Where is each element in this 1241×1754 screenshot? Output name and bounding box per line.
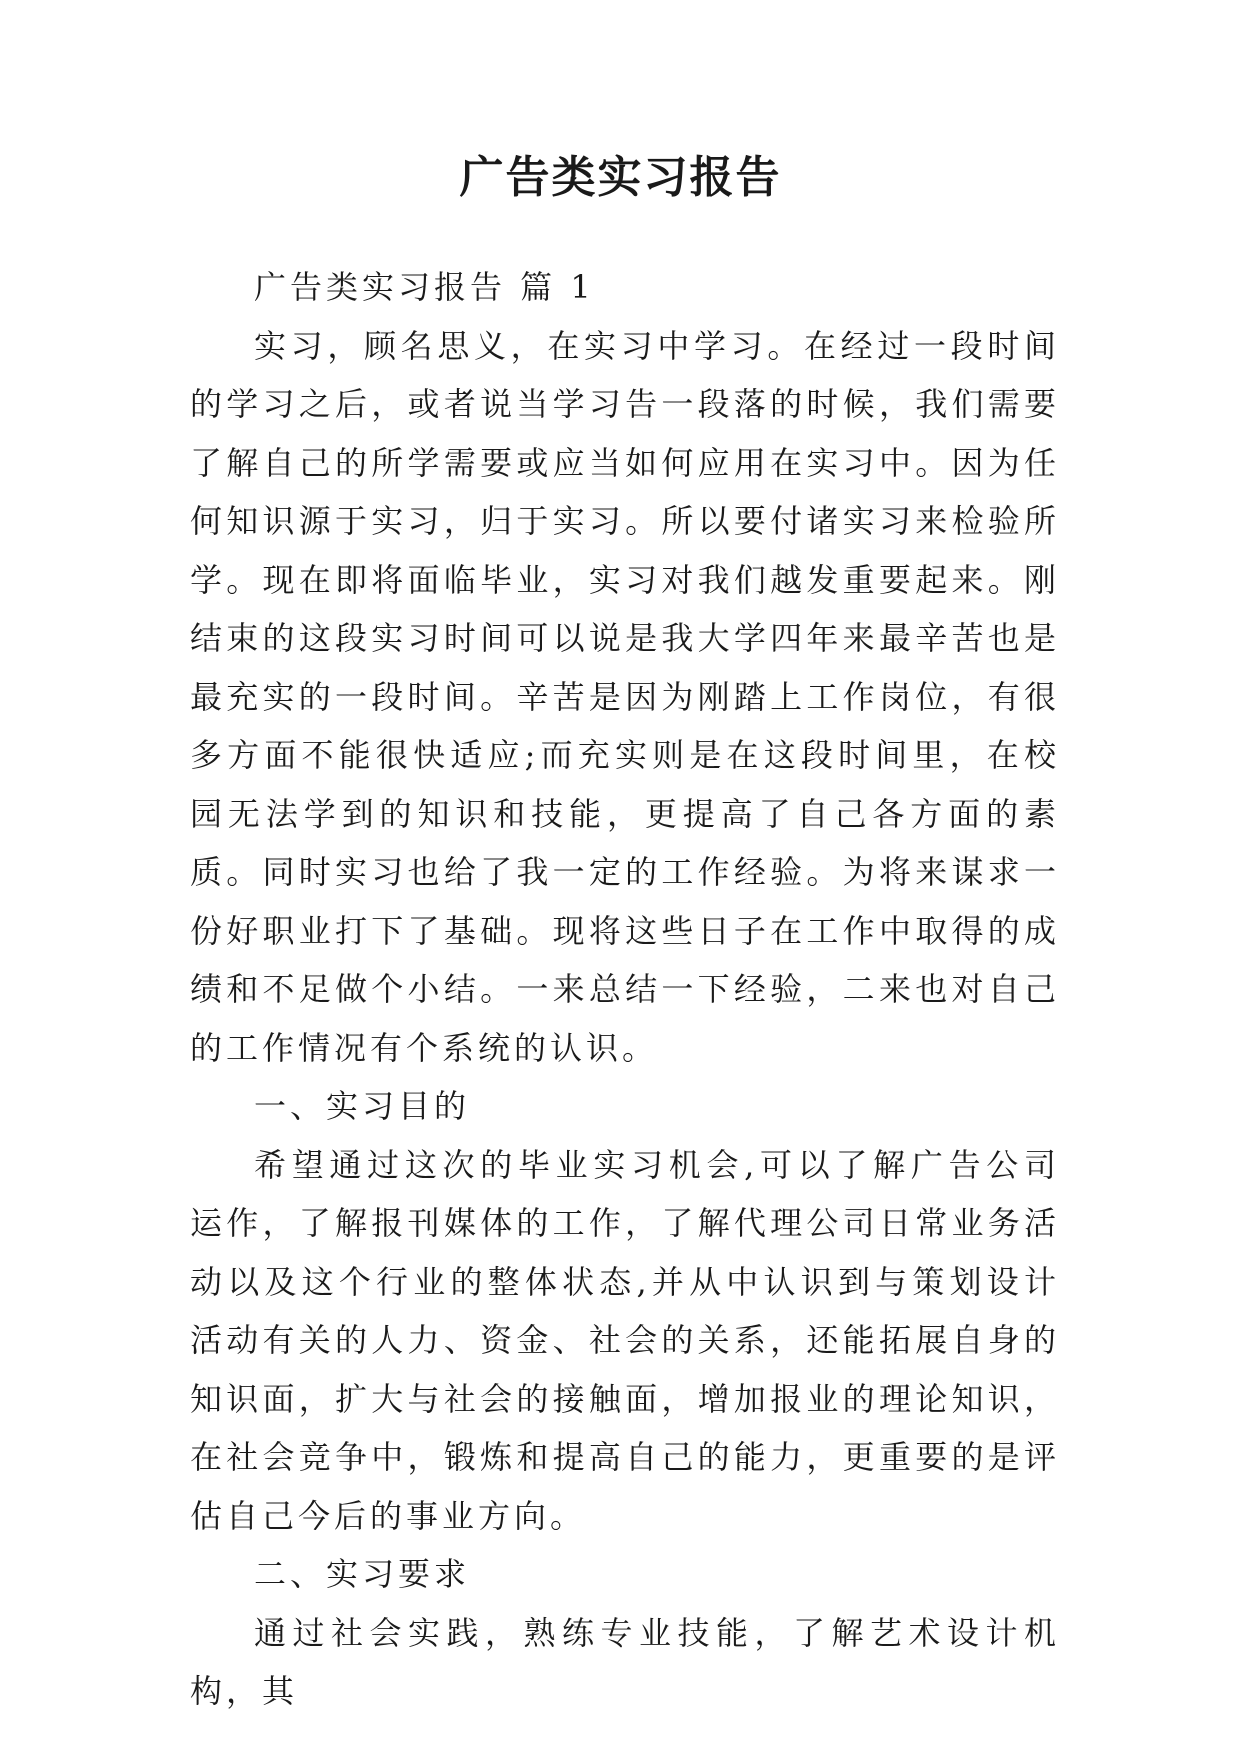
document-title: 广告类实习报告 (459, 152, 782, 203)
heading-internship-requirements: 二、实习要求 (254, 1555, 471, 1593)
paragraph-purpose: 希望通过这次的毕业实习机会,可以了解广告公司运作，了解报刊媒体的工作，了解代理公司日常业务活动以及这个行业的整体状态,并从中认识到与策划设计活动有关的人力、资金、社会的关系，还能拓展自身的知识面，扩大与社会的接触面，增加报业的理论知识，在社会竞争中，锻炼和提高自己的能力，更重要的是评估自己今后的事业方向。 (190, 1145, 1060, 1535)
heading-internship-purpose: 一、实习目的 (254, 1087, 471, 1125)
paragraph-requirements: 通过社会实践，熟练专业技能，了解艺术设计机构，其 (190, 1613, 1060, 1710)
document-body (190, 258, 1060, 1721)
section-heading: 广告类实习报告 篇 1 (254, 268, 595, 306)
paragraph-intro: 实习，顾名思义，在实习中学习。在经过一段时间的学习之后，或者说当学习告一段落的时候，我们需要了解自己的所学需要或应当如何应用在实习中。因为任何知识源于实习，归于实习。所以要付诸实习来检验所学。现在即将面临毕业，实习对我们越发重要起来。刚结束的这段实习时间可以说是我大学四年来最辛苦也是最充实的一段时间。辛苦是因为刚踏上工作岗位，有很多方面不能很快适应;而充实则是在这段时间里，在校园无法学到的知识和技能，更提高了自己各方面的素质。同时实习也给了我一定的工作经验。为将来谋求一份好职业打下了基础。现将这些日子在工作中取得的成绩和不足做个小结。一来总结一下经验，二来也对自己的工作情况有个系统的认识。 (190, 326, 1060, 1067)
